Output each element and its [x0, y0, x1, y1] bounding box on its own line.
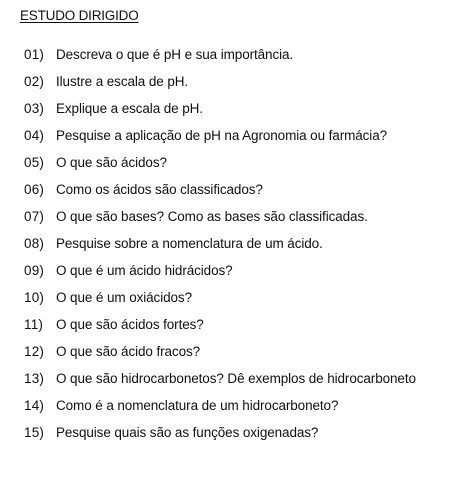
question-text: O que são ácido fracos?: [56, 344, 201, 359]
question-text: Como é a nomenclatura de um hidrocarboneto?: [56, 398, 339, 413]
question-number: 13): [24, 371, 45, 386]
document-title: ESTUDO DIRIGIDO: [20, 8, 139, 23]
question-item: [0, 287, 461, 314]
question-item: [0, 206, 461, 233]
question-text: Pesquise sobre a nomenclatura de um ácido.: [56, 236, 323, 251]
question-text: Como os ácidos são classificados?: [56, 182, 263, 197]
question-number: 05): [24, 155, 45, 170]
question-number: 07): [24, 209, 45, 224]
question-number: 08): [24, 236, 45, 251]
question-number: 10): [24, 290, 45, 305]
question-item: [0, 314, 461, 341]
question-item: [0, 395, 461, 422]
question-item: [0, 422, 461, 449]
question-text: O que são bases? Como as bases são classificadas.: [56, 209, 368, 224]
question-number: 01): [24, 47, 45, 62]
question-item: [0, 44, 461, 71]
question-text: Ilustre a escala de pH.: [56, 74, 189, 89]
question-list: [0, 44, 461, 449]
question-item: [0, 71, 461, 98]
question-item: [0, 368, 461, 395]
question-item: [0, 98, 461, 125]
question-item: [0, 260, 461, 287]
question-text: O que são ácidos fortes?: [56, 317, 204, 332]
question-text: Pesquise a aplicação de pH na Agronomia ou farmácia?: [56, 128, 388, 143]
question-number: 09): [24, 263, 45, 278]
question-number: 14): [24, 398, 45, 413]
question-text: Descreva o que é pH e sua importância.: [56, 47, 294, 62]
question-number: 04): [24, 128, 45, 143]
question-text: O que é um ácido hidrácidos?: [56, 263, 233, 278]
question-item: [0, 179, 461, 206]
question-number: 15): [24, 425, 45, 440]
question-item: [0, 341, 461, 368]
question-number: 12): [24, 344, 45, 359]
question-number: 03): [24, 101, 45, 116]
question-text: Pesquise quais são as funções oxigenadas?: [56, 425, 319, 440]
question-number: 11): [24, 317, 44, 332]
question-item: [0, 233, 461, 260]
question-text: O que são ácidos?: [56, 155, 167, 170]
question-number: 02): [24, 74, 45, 89]
question-text: Explique a escala de pH.: [56, 101, 203, 116]
question-number: 06): [24, 182, 45, 197]
question-item: [0, 152, 461, 179]
question-item: [0, 125, 461, 152]
question-text: O que é um oxiácidos?: [56, 290, 192, 305]
question-text: O que são hidrocarbonetos? Dê exemplos de hidrocarboneto: [56, 371, 416, 386]
